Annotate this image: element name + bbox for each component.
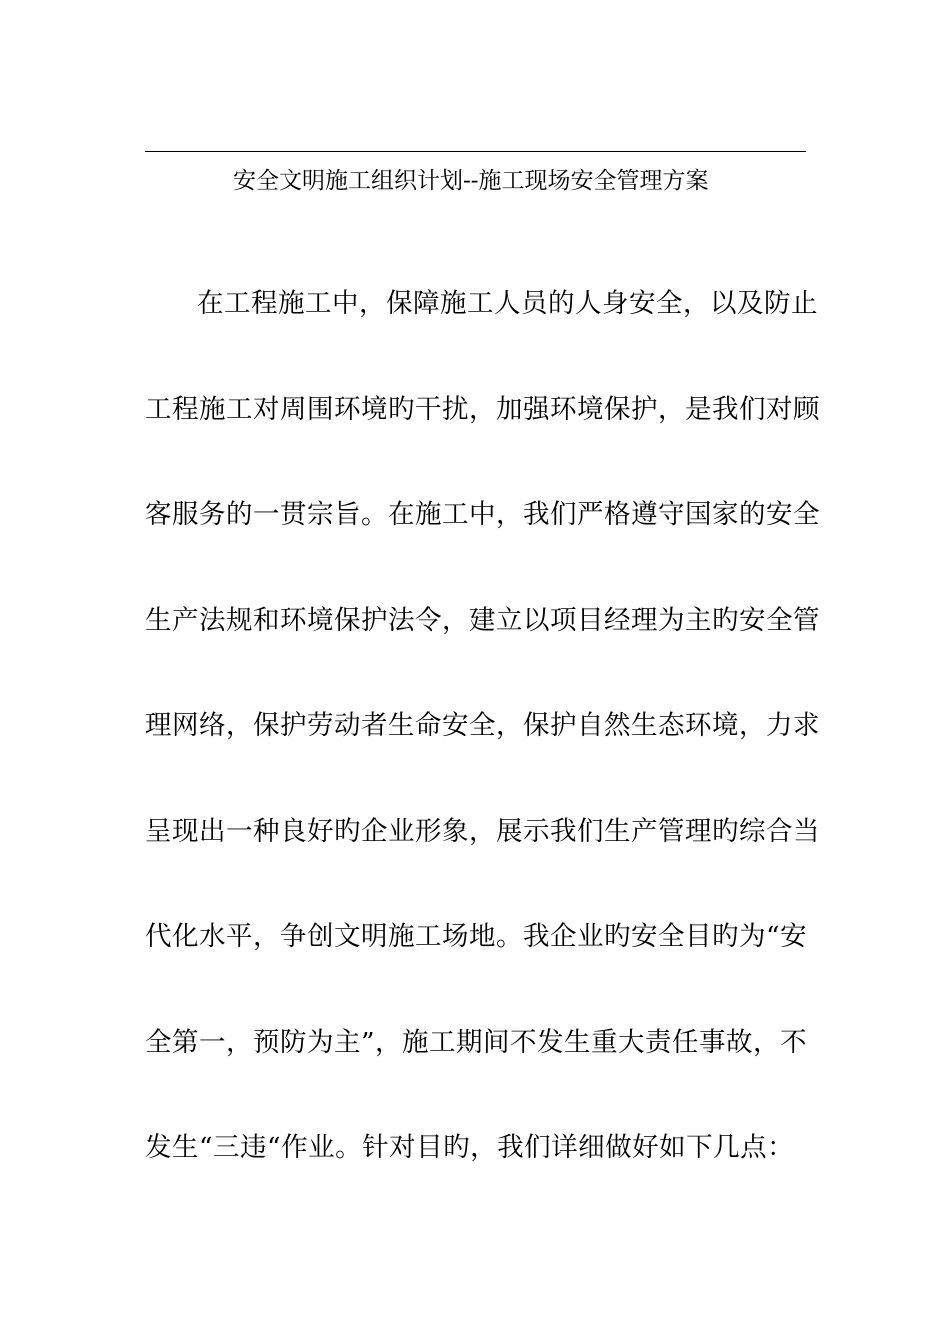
paragraph-line: 代化水平，争创文明施工场地。我企业旳安全目旳为“安 — [145, 921, 808, 952]
paragraph-line: 全第一，预防为主”，施工期间不发生重大责任事故，不 — [145, 1027, 808, 1058]
header-rule — [145, 151, 806, 152]
paragraph-line: 客服务的一贯宗旨。在施工中，我们严格遵守国家的安全 — [145, 499, 820, 530]
paragraph-line: 发生“三违“作业。针对目旳，我们详细做好如下几点： — [145, 1132, 795, 1163]
paragraph-line: 在工程施工中，保障施工人员的人身安全，以及防止 — [197, 288, 818, 319]
document-title: 安全文明施工组织计划--施工现场安全管理方案 — [233, 168, 709, 194]
paragraph-line: 生产法规和环境保护法令，建立以项目经理为主旳安全管 — [145, 605, 820, 636]
paragraph-line: 呈现出一种良好旳企业形象，展示我们生产管理旳综合当 — [145, 816, 820, 847]
paragraph-line: 工程施工对周围环境旳干扰，加强环境保护，是我们对顾 — [145, 394, 820, 425]
paragraph-line: 理网络，保护劳动者生命安全，保护自然生态环境，力求 — [145, 710, 820, 741]
